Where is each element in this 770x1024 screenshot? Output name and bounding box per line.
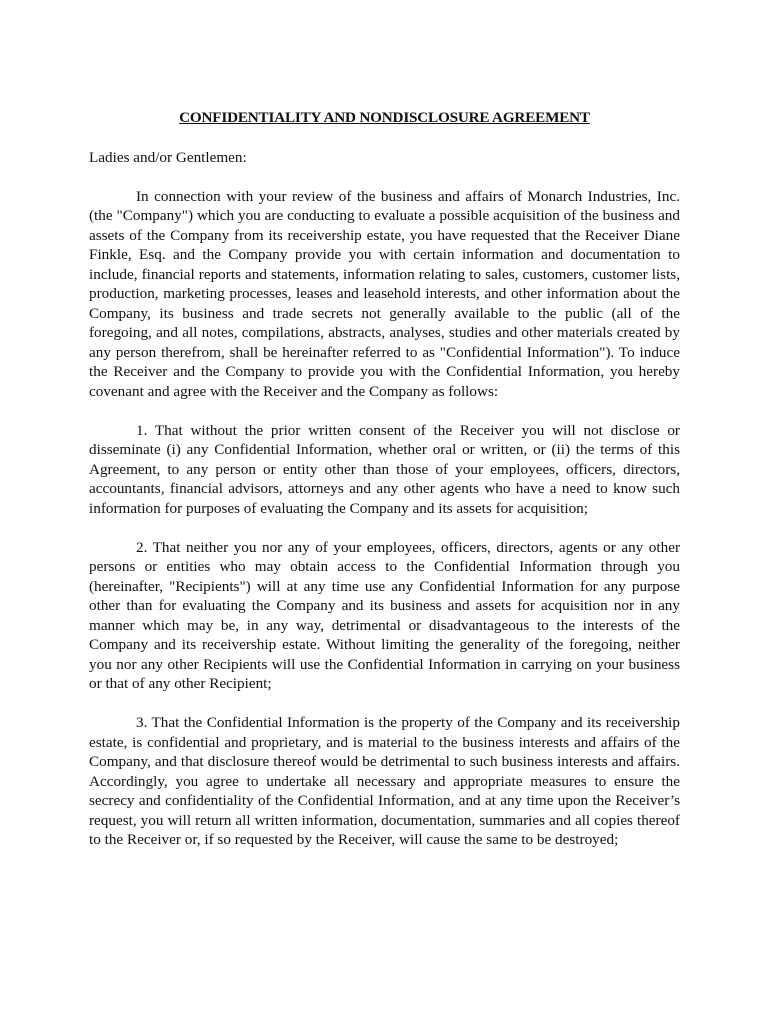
clause-2-paragraph: 2. That neither you nor any of your employees, officers, directors, agents or any other persons or entities who may obtain access to the Confidential Information through you (hereinafter, "Recipients") will at any time use any Confidential Information for any purpose other than for evaluating the Company and its business and assets for acquisition nor in any manner which may be, in any way, detrimental or disadvantageous to the interests of the Company and its receivership estate. Without limiting the generality of the foregoing, neither you nor any other Recipients will use the Confidential Information in carrying on your business or that of any other Recipient; bbox=[89, 538, 680, 692]
document-title: CONFIDENTIALITY AND NONDISCLOSURE AGREEMENT bbox=[179, 109, 590, 126]
document-body bbox=[89, 108, 680, 869]
clause-1-paragraph: 1. That without the prior written consent of the Receiver you will not disclose or disseminate (i) any Confidential Information, whether oral or written, or (ii) the terms of this Agreement, to any person or entity other than those of your employees, officers, directors, accountants, financial advisors, attorneys and any other agents who have a need to know such information for purposes of evaluating the Company and its assets for acquisition; bbox=[89, 421, 680, 517]
salutation: Ladies and/or Gentlemen: bbox=[89, 148, 247, 166]
clause-3-paragraph: 3. That the Confidential Information is the property of the Company and its receivership estate, is confidential and proprietary, and is material to the business interests and affairs of the Company, and that disclosure thereof would be detrimental to such business interests and affairs. Accordingly, you agree to undertake all necessary and appropriate measures to ensure the secrecy and confidentiality of the Confidential Information, and at any time upon the Receiver’s request, you will return all written information, documentation, summaries and all copies thereof to the Receiver or, if so requested by the Receiver, will cause the same to be destroyed; bbox=[89, 714, 680, 848]
intro-paragraph: In connection with your review of the business and affairs of Monarch Industries, Inc. (the "Company") which you are conducting to evaluate a possible acquisition of the business and assets of the Company from its receivership estate, you have requested that the Receiver Diane Finkle, Esq. and the Company provide you with certain information and documentation to include, financial reports and statements, information relating to sales, customers, customer lists, production, marketing processes, leases and leasehold interests, and other information about the Company, its business and trade secrets not generally available to the public (all of the foregoing, and all notes, compilations, abstracts, analyses, studies and other materials created by any person therefrom, shall be hereinafter referred to as "Confidential Information"). To induce the Receiver and the Company to provide you with the Confidential Information, you hereby covenant and agree with the Receiver and the Company as follows: bbox=[89, 187, 680, 400]
